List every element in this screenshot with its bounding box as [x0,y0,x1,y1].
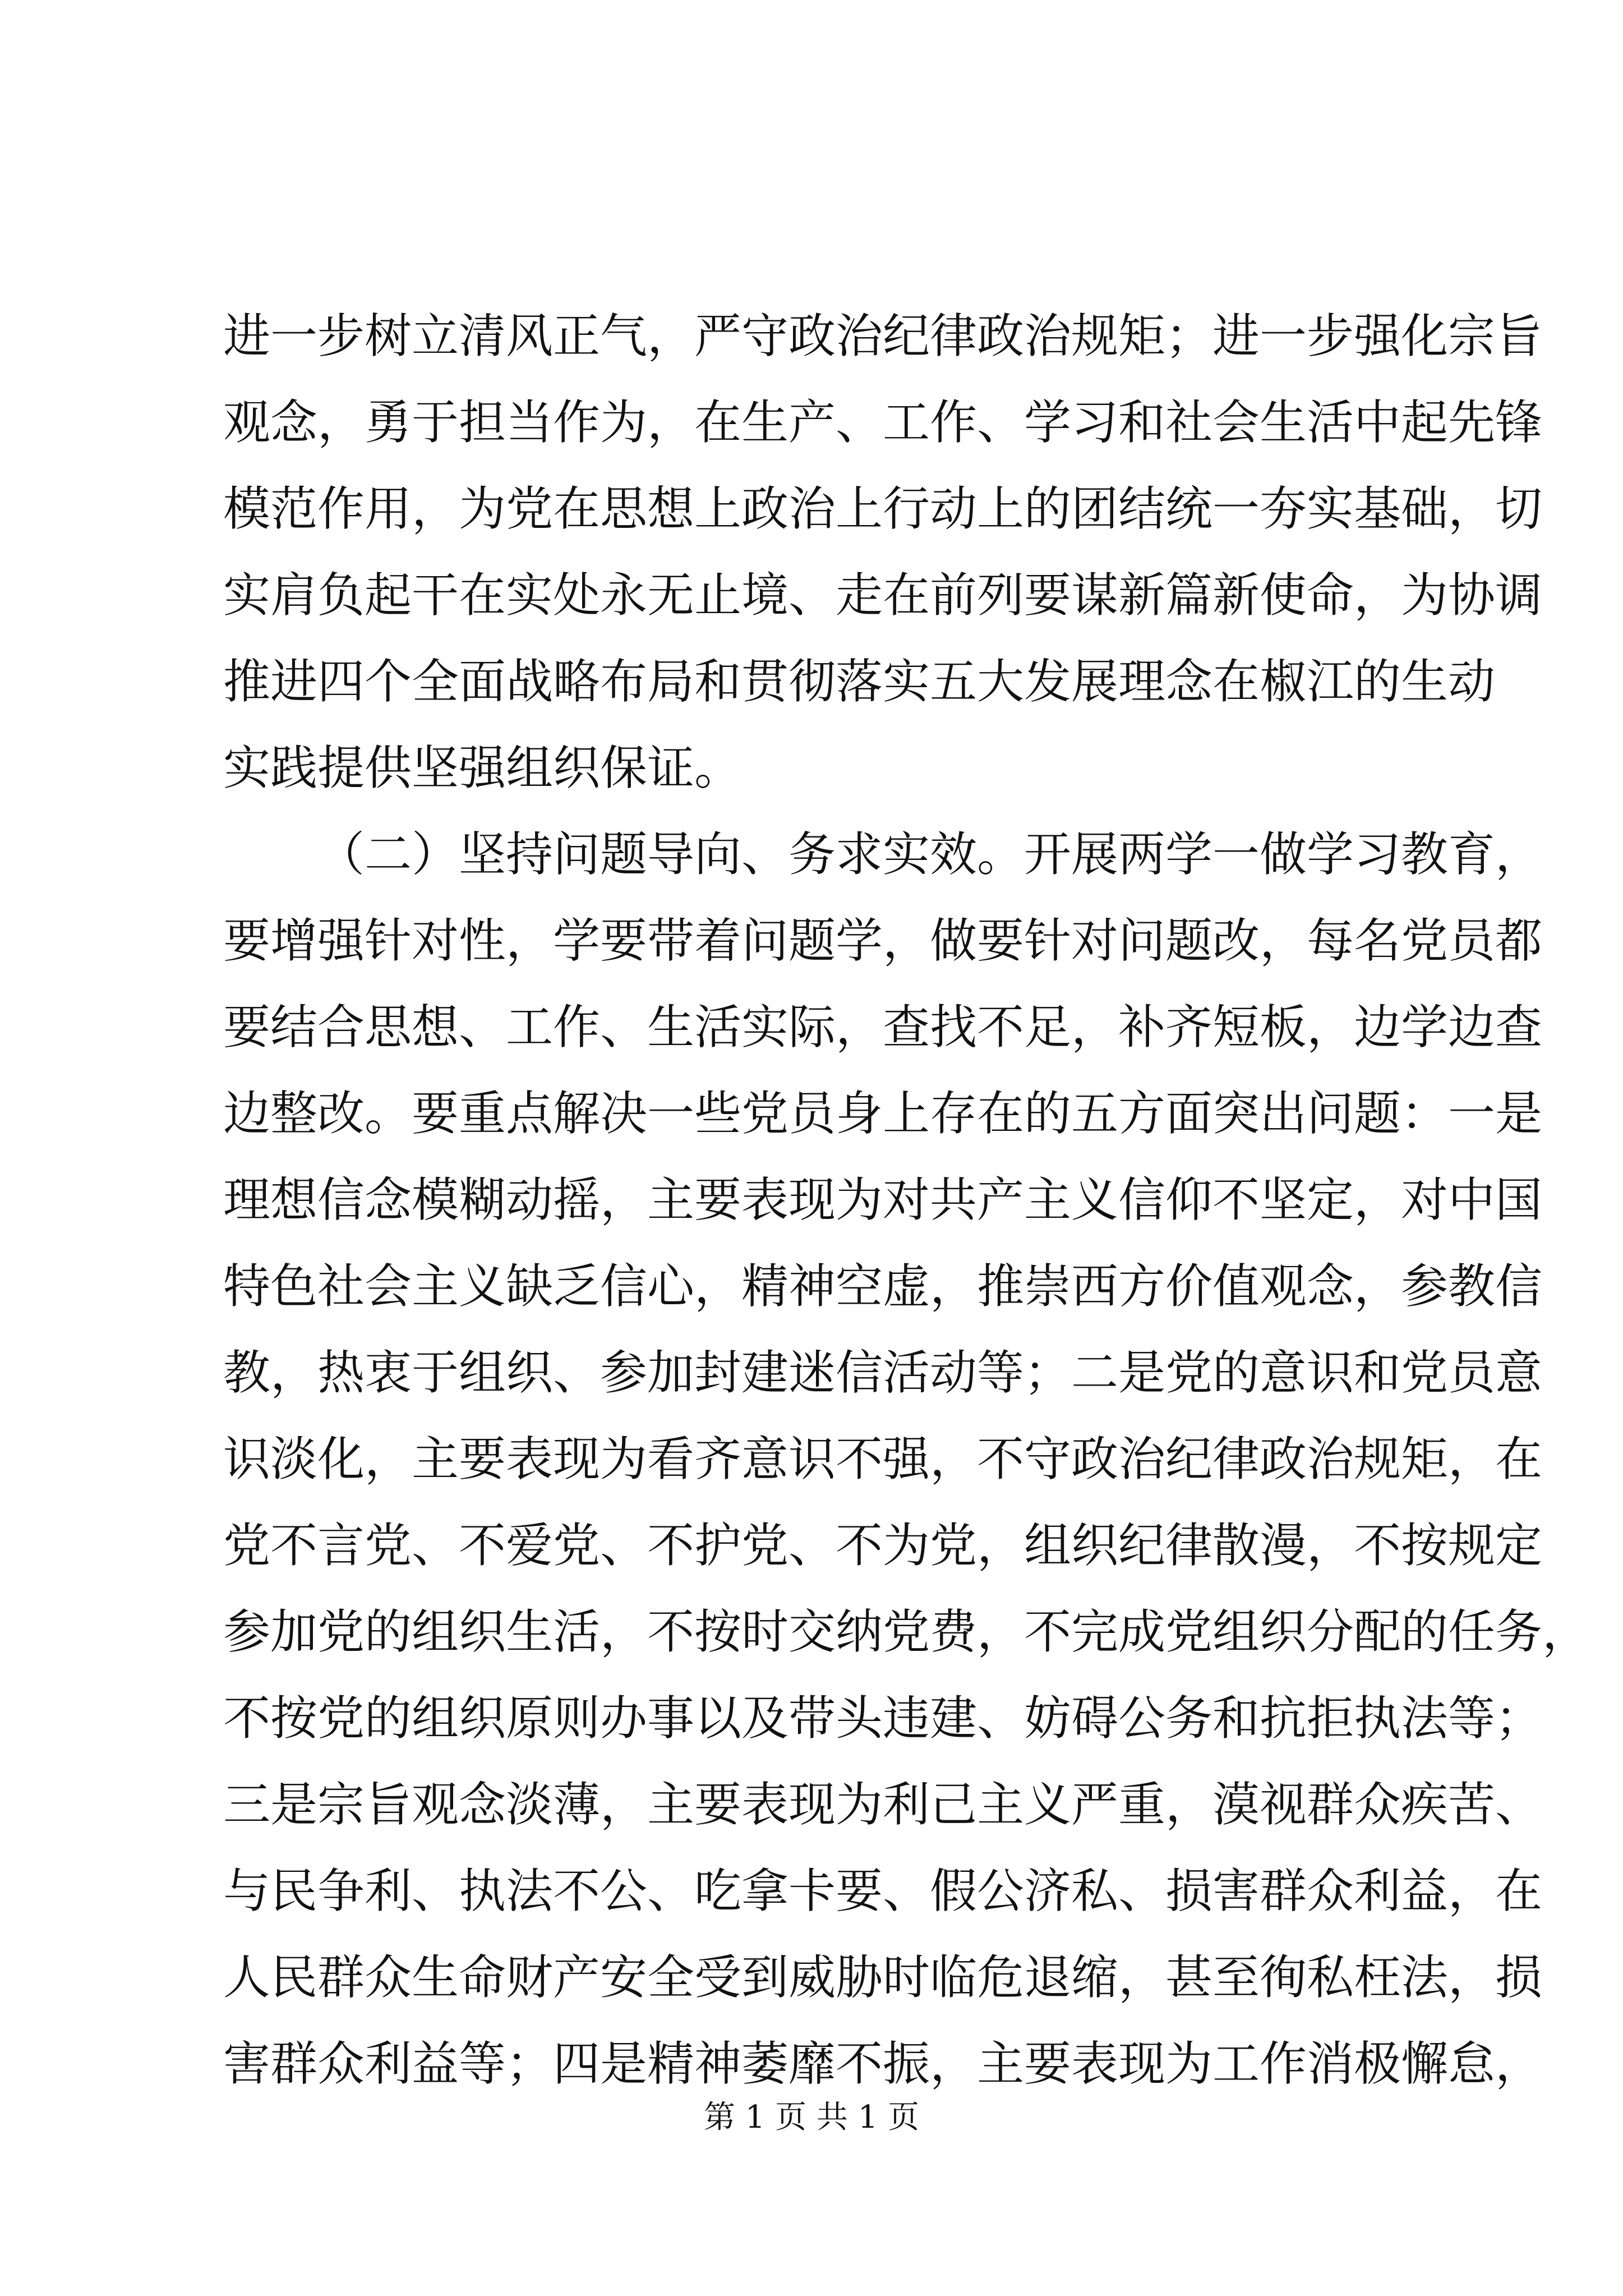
text-line: 不按党的组织原则办事以及带头违建、妨碍公务和抗拒执法等； [223,1691,1543,1746]
text-line: 教，热衷于组织、参加封建迷信活动等；二是党的意识和党员意 [223,1345,1543,1400]
text-line: 观念，勇于担当作为，在生产、工作、学习和社会生活中起先锋 [223,395,1543,450]
text-line: 要结合思想、工作、生活实际，查找不足，补齐短板，边学边查 [223,1000,1543,1055]
text-line: 要增强针对性，学要带着问题学，做要针对问题改，每名党员都 [223,913,1543,968]
text-line: 进一步树立清风正气，严守政治纪律政治规矩；进一步强化宗旨 [223,309,1543,364]
text-line: 识淡化，主要表现为看齐意识不强，不守政治纪律政治规矩，在 [223,1432,1543,1487]
page-number-footer: 第 1 页 共 1 页 [703,2099,920,2136]
text-line: 边整改。要重点解决一些党员身上存在的五方面突出问题：一是 [223,1086,1543,1141]
text-line: 实践提供坚强组织保证。 [223,740,742,795]
text-line: 参加党的组织生活，不按时交纳党费，不完成党组织分配的任务， [223,1604,1590,1659]
text-line: 三是宗旨观念淡薄，主要表现为利己主义严重，漠视群众疾苦、 [223,1777,1543,1832]
document-body [223,293,1590,2107]
text-line: 害群众利益等；四是精神萎靡不振，主要表现为工作消极懈怠， [223,2036,1543,2091]
text-line: 人民群众生命财产安全受到威胁时临危退缩，甚至徇私枉法，损 [223,1950,1543,2005]
text-line: 推进四个全面战略布局和贯彻落实五大发展理念在椒江的生动 [223,654,1496,709]
text-line: 模范作用，为党在思想上政治上行动上的团结统一夯实基础，切 [223,481,1543,536]
text-line: 实肩负起干在实处永无止境、走在前列要谋新篇新使命，为协调 [223,568,1543,623]
text-line: 理想信念模糊动摇，主要表现为对共产主义信仰不坚定，对中国 [223,1172,1543,1227]
text-line: 特色社会主义缺乏信心，精神空虚，推崇西方价值观念，参教信 [223,1259,1543,1314]
section-heading-line: （二）坚持问题导向、务求实效。开展两学一做学习教育， [317,827,1543,882]
text-line: 党不言党、不爱党、不护党、不为党，组织纪律散漫，不按规定 [223,1518,1543,1573]
text-line: 与民争利、执法不公、吃拿卡要、假公济私、损害群众利益，在 [223,1864,1543,1918]
